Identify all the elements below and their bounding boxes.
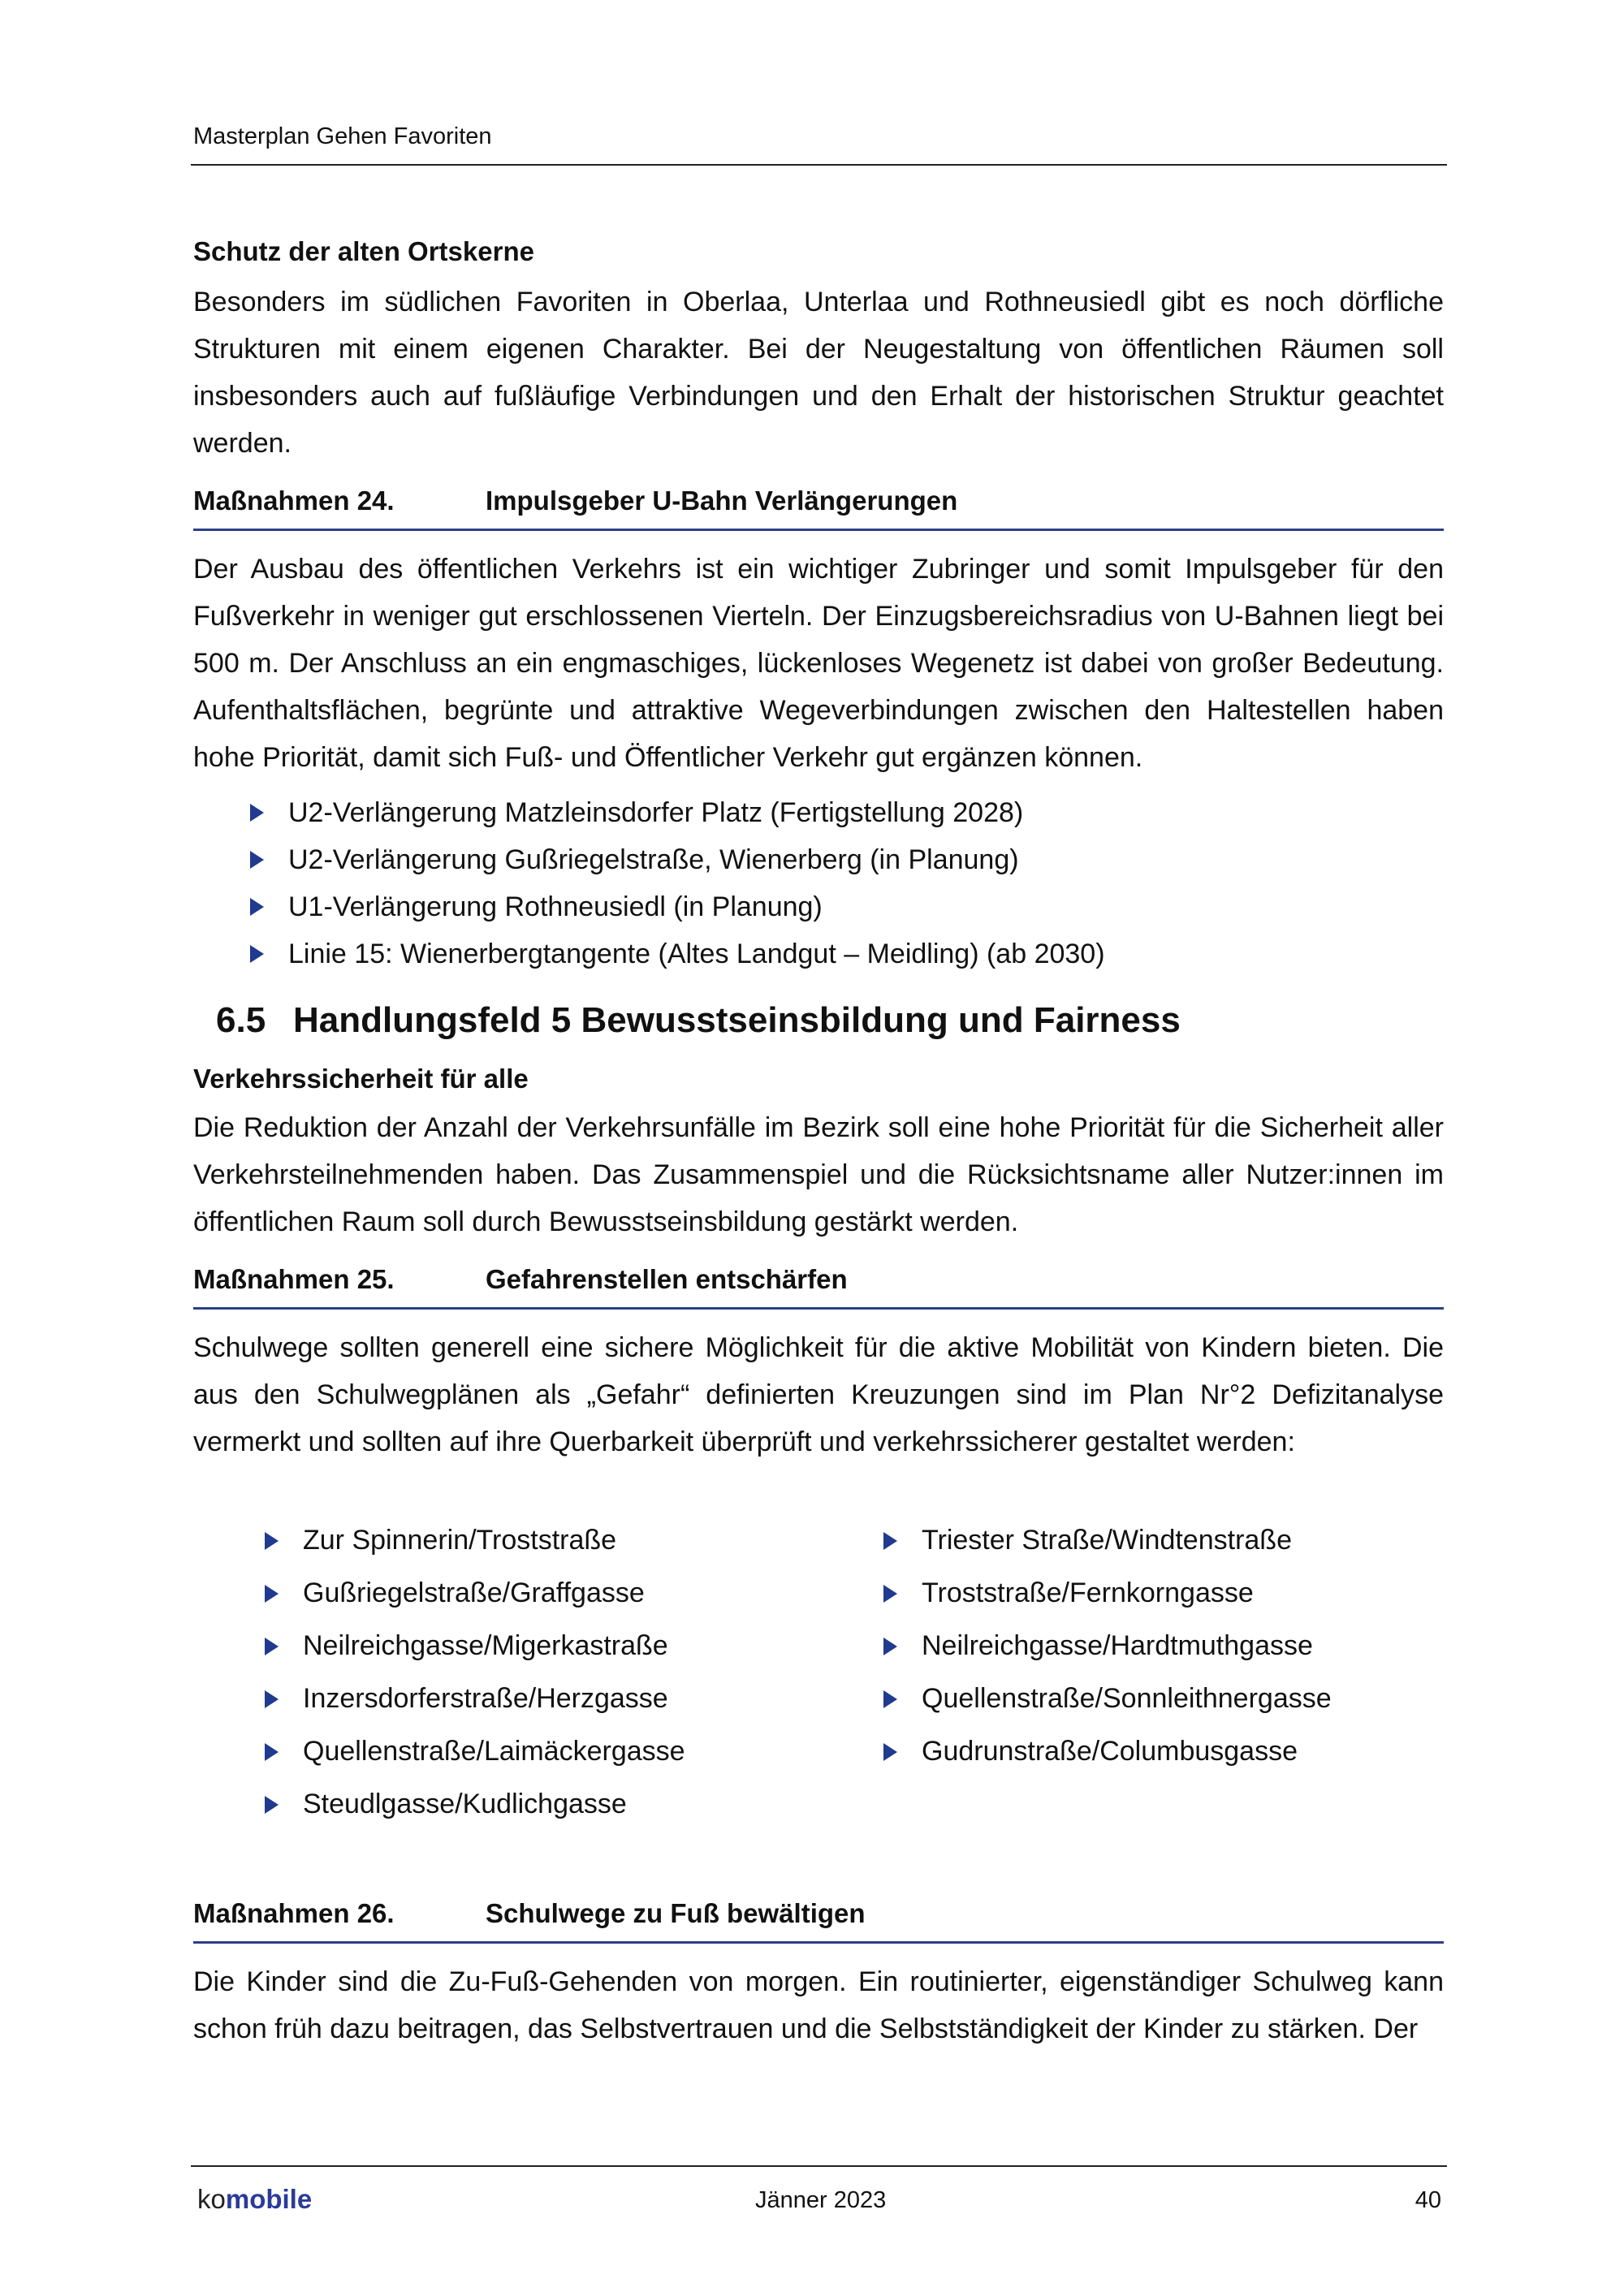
triangle-bullet-icon xyxy=(265,1690,279,1708)
measure-title: Gefahrenstellen entschärfen xyxy=(486,1264,848,1294)
triangle-bullet-icon xyxy=(250,851,264,869)
triangle-bullet-icon xyxy=(265,1585,279,1603)
triangle-bullet-icon xyxy=(883,1743,897,1761)
section-number: 6.5 xyxy=(216,1000,266,1040)
measure-24-heading xyxy=(193,481,1444,531)
list-item: U2-Verlängerung Matzleinsdorfer Platz (Fertigstellung 2028) xyxy=(250,789,1444,836)
paragraph-measure-25: Schulwege sollten generell eine sichere Möglichkeit für die aktive Mobilität von Kindern bieten. Die aus den Schulwegplänen als „Gefahr“ definierten Kreuzungen sind im Plan Nr°2 Defizitanalyse vermerkt und sollten auf ihre Querbarkeit überprüft und verkehrssicherer gestaltet werden: xyxy=(193,1332,1444,1457)
measure-26-heading xyxy=(193,1894,1444,1944)
header-rule xyxy=(191,164,1447,166)
footer-rule xyxy=(191,2165,1447,2167)
triangle-bullet-icon xyxy=(250,804,264,822)
crossings-list-right xyxy=(883,1514,1444,1778)
section-heading xyxy=(216,1000,1444,1041)
list-item: Inzersdorferstraße/Herzgasse xyxy=(265,1672,818,1725)
section-title: Handlungsfeld 5 Bewusstseinsbildung und Fairness xyxy=(293,1000,1181,1040)
measure-number: Maßnahmen 25. xyxy=(193,1264,395,1294)
running-header: Masterplan Gehen Favoriten xyxy=(193,123,492,149)
triangle-bullet-icon xyxy=(883,1638,897,1655)
bullet-list-ubahn xyxy=(250,789,1444,978)
paragraph-verkehrssicherheit: Die Reduktion der Anzahl der Verkehrsunfälle im Bezirk soll eine hohe Priorität für die Sicherheit aller Verkehrsteilnehmenden haben. Das Zusammenspiel und die Rücksichtsname aller Nutzer:innen im öffentlichen Raum soll durch Bewusstseinsbildung gestärkt werden. xyxy=(193,1112,1444,1237)
triangle-bullet-icon xyxy=(250,898,264,916)
measure-25-heading xyxy=(193,1260,1444,1310)
triangle-bullet-icon xyxy=(250,945,264,963)
crossings-columns xyxy=(193,1506,1444,1831)
triangle-bullet-icon xyxy=(265,1638,279,1655)
list-item: Neilreichgasse/Migerkastraße xyxy=(265,1620,818,1672)
list-item: Linie 15: Wienerbergtangente (Altes Landgut – Meidling) (ab 2030) xyxy=(250,930,1444,978)
paragraph-measure-26: Die Kinder sind die Zu-Fuß-Gehenden von morgen. Ein routinierter, eigenständiger Schulweg kann schon früh dazu beitragen, das Selbstvertrauen und die Selbstständigkeit der Kinder zu stärken. Der xyxy=(193,1966,1444,2044)
crossings-right-column xyxy=(818,1506,1444,1831)
list-item: U1-Verlängerung Rothneusiedl (in Planung) xyxy=(250,883,1444,930)
triangle-bullet-icon xyxy=(265,1796,279,1814)
subheading-verkehrssicherheit: Verkehrssicherheit für alle xyxy=(193,1064,529,1094)
measure-number: Maßnahmen 24. xyxy=(193,486,395,516)
crossings-left-column xyxy=(193,1506,818,1831)
subheading-ortskerne: Schutz der alten Ortskerne xyxy=(193,236,534,266)
list-item: Gudrunstraße/Columbusgasse xyxy=(883,1725,1444,1778)
list-item: Zur Spinnerin/Troststraße xyxy=(265,1514,818,1567)
paragraph-ortskerne: Besonders im südlichen Favoriten in Oberlaa, Unterlaa und Rothneusiedl gibt es noch dörfliche Strukturen mit einem eigenen Charakter. Bei der Neugestaltung von öffentlichen Räumen soll insbesonders auch auf fußläufige Verbindungen und den Erhalt der historischen Struktur geachtet werden. xyxy=(193,287,1444,459)
komobile-logo: komobile xyxy=(197,2184,313,2214)
list-item: Troststraße/Fernkorngasse xyxy=(883,1567,1444,1620)
triangle-bullet-icon xyxy=(883,1585,897,1603)
triangle-bullet-icon xyxy=(265,1532,279,1550)
list-item: Triester Straße/Windtenstraße xyxy=(883,1514,1444,1567)
list-item: U2-Verlängerung Gußriegelstraße, Wienerberg (in Planung) xyxy=(250,836,1444,883)
page-number: 40 xyxy=(1415,2187,1441,2213)
list-item: Quellenstraße/Laimäckergasse xyxy=(265,1725,818,1778)
triangle-bullet-icon xyxy=(265,1743,279,1761)
measure-title: Impulsgeber U-Bahn Verlängerungen xyxy=(486,486,958,516)
list-item: Steudlgasse/Kudlichgasse xyxy=(265,1778,818,1831)
list-item: Quellenstraße/Sonnleithnergasse xyxy=(883,1672,1444,1725)
list-item: Gußriegelstraße/Graffgasse xyxy=(265,1567,818,1620)
triangle-bullet-icon xyxy=(883,1532,897,1550)
triangle-bullet-icon xyxy=(883,1690,897,1708)
measure-title: Schulwege zu Fuß bewältigen xyxy=(486,1898,866,1928)
paragraph-measure-24: Der Ausbau des öffentlichen Verkehrs ist ein wichtiger Zubringer und somit Impulsgeber für den Fußverkehr in weniger gut erschlossenen Vierteln. Der Einzugsbereichsradius von U-Bahnen liegt bei 500 m. Der Anschluss an ein engmaschiges, lückenloses Wegenetz ist dabei von großer Bedeutung. Aufenthaltsflächen, begrünte und attraktive Wegeverbindungen zwischen den Haltestellen haben hohe Priorität, damit sich Fuß- und Öffentlicher Verkehr gut ergänzen können. xyxy=(193,554,1444,773)
footer-date: Jänner 2023 xyxy=(755,2187,887,2213)
list-item: Neilreichgasse/Hardtmuthgasse xyxy=(883,1620,1444,1672)
crossings-list-left xyxy=(265,1514,818,1831)
page-content xyxy=(193,231,1444,2052)
measure-number: Maßnahmen 26. xyxy=(193,1898,395,1928)
